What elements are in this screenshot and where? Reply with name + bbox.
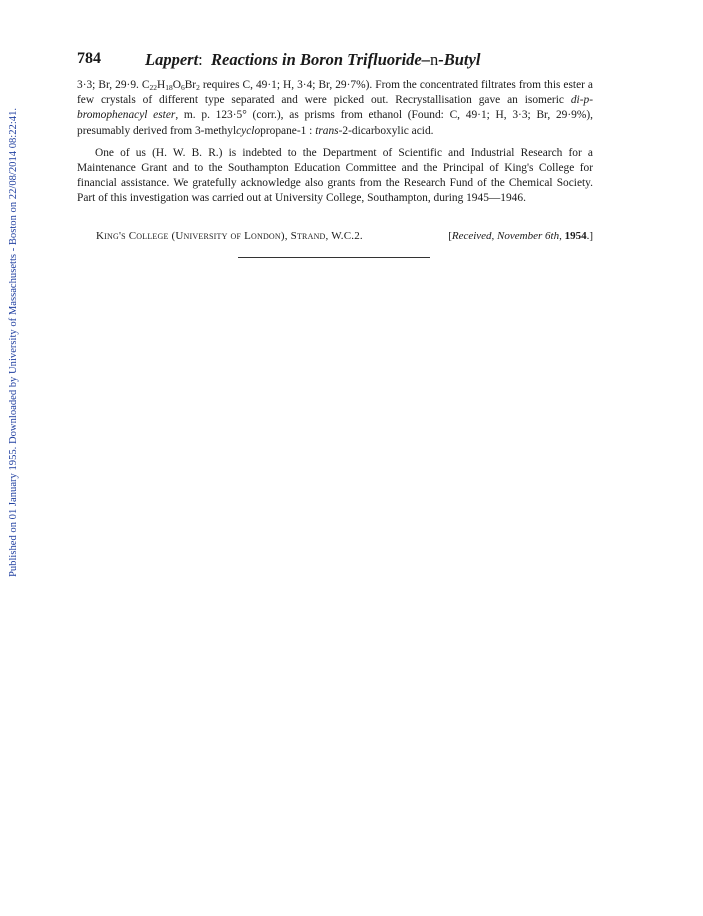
running-title bbox=[145, 50, 480, 70]
subscript: 6 bbox=[180, 83, 185, 92]
download-watermark-text: Published on 01 January 1955. Downloaded by University of Massachusetts - Boston on 22/08/2014 08:22:41. bbox=[8, 107, 20, 577]
text-run: propane-1 : bbox=[260, 124, 316, 137]
experimental-paragraph bbox=[77, 78, 593, 139]
acknowledgement-paragraph: One of us (H. W. B. R.) is indebted to the Department of Scientific and Industrial Research for a Maintenance Grant and to the Southampton Education Committee and the Principal of King's College for financial assistance. We gratefully acknowledge also grants from the Research Fund of the Chemical Society. Part of this investigation was carried out at University College, Southampton, during 1945—1946. bbox=[77, 146, 593, 205]
affiliation-line bbox=[96, 230, 593, 246]
subscript: 18 bbox=[165, 83, 173, 92]
running-title-n: n bbox=[429, 50, 439, 69]
subscript: 2 bbox=[196, 83, 200, 92]
running-title-tail: -Butyl bbox=[438, 50, 481, 69]
prefix-italic: cyclo bbox=[236, 124, 261, 137]
received-year: 1954 bbox=[564, 230, 587, 242]
received-date bbox=[448, 230, 593, 242]
running-title-author: Lappert bbox=[145, 50, 199, 69]
received-label: Received, November 6th, bbox=[451, 230, 565, 242]
subscript: 22 bbox=[149, 83, 157, 92]
text-run: O bbox=[172, 79, 181, 91]
running-title-text: Reactions in Boron Trifluoride– bbox=[211, 50, 430, 69]
text-run: Br bbox=[184, 79, 197, 91]
end-rule bbox=[238, 257, 430, 258]
compound-name: di-p-bromophenacyl ester bbox=[77, 94, 593, 122]
bracket: .] bbox=[586, 230, 593, 242]
download-watermark bbox=[0, 82, 28, 602]
text-run: -2-dicarboxylic acid. bbox=[338, 124, 434, 137]
text-run: 3·3; Br, 29·9. C bbox=[77, 79, 150, 91]
page-header bbox=[77, 50, 597, 72]
text-run: , m. p. 123·5° (corr.), as prisms from ethanol (Found: C, 49·1; H, 3·3; Br, 29·9%), presumably derived from 3-methyl bbox=[77, 109, 593, 137]
bracket: [ bbox=[448, 230, 452, 242]
running-title-separator: : bbox=[198, 50, 203, 69]
prefix-italic: trans bbox=[315, 124, 339, 137]
article-body bbox=[77, 78, 593, 207]
text-run: requires C, 49·1; H, 3·4; Br, 29·7%). From the concentrated filtrates from this ester a few crystals of different type separated and were picked out. Recrystallisation gave an isomeric bbox=[77, 79, 593, 107]
text-run: H bbox=[156, 79, 166, 91]
affiliation: King's College (University of London), Strand, W.C.2. bbox=[96, 230, 363, 242]
page-number: 784 bbox=[77, 50, 101, 67]
